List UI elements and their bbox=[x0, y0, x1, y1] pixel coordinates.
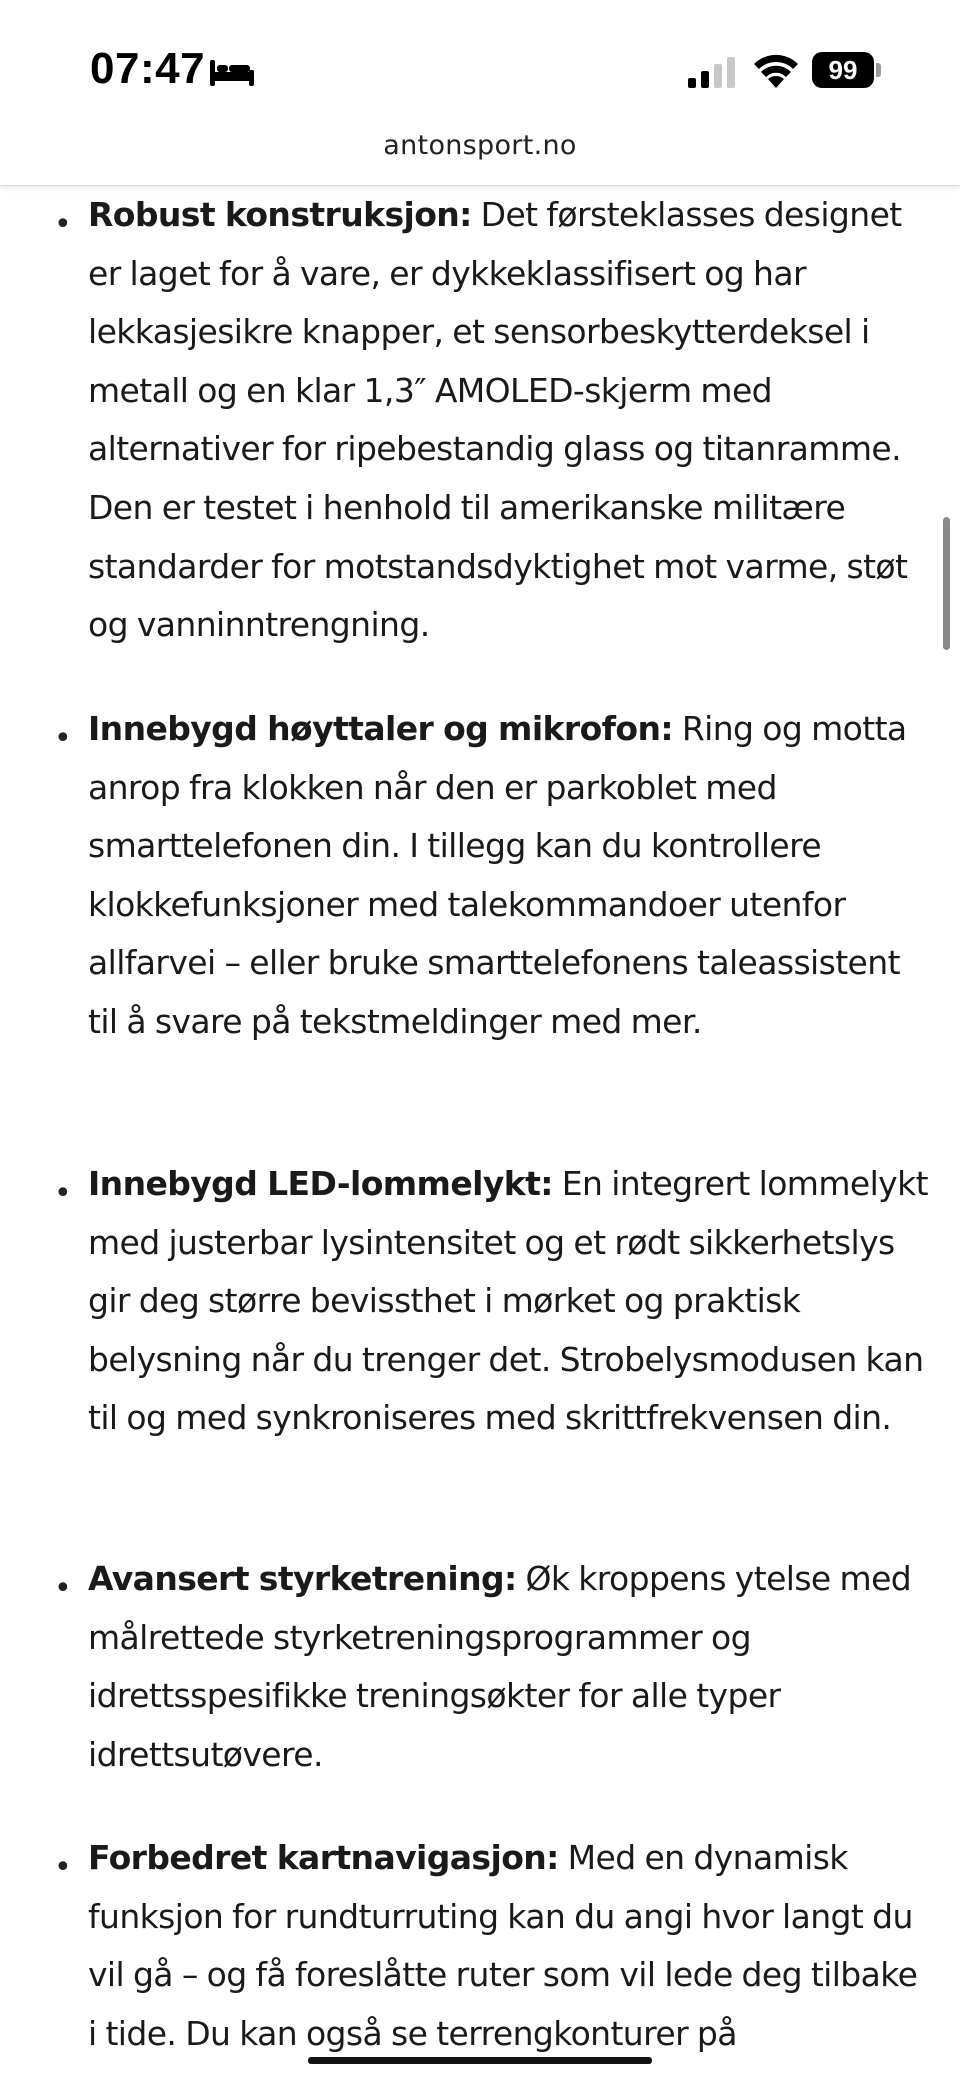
feature-body: Ring og motta anrop fra klokken når den er parkoblet med smarttelefonen din. I tillegg kan du kontrollere klokkefunksjoner med talekommandoer utenfor allfarvei – eller bruke smarttelefonens taleassistent til å svare på tekstmeldinger med mer. bbox=[88, 709, 907, 1041]
bed-icon bbox=[208, 56, 256, 88]
feature-text bbox=[88, 1550, 928, 1784]
bullet-icon: • bbox=[54, 1571, 72, 1606]
feature-body: Med en dynamisk funksjon for rundturruting kan du angi hvor langt du vil gå – og få foreslåtte ruter som vil lede deg tilbake i tide. Du kan også se terrengkonturer på bbox=[88, 1838, 918, 2053]
battery-cap bbox=[876, 63, 881, 77]
feature-body: Det førsteklasses designet er laget for å vare, er dykkeklassifisert og har lekkasjesikre knapper, et sensorbeskytterdeksel i metall og en klar 1,3″ AMOLED-skjerm med alternativer for ripebestandig glass og titanramme. Den er testet i henhold til amerikanske militære standarder for motstandsdyktighet mot varme, støt og vanninntrengning. bbox=[88, 195, 908, 645]
feature-body: En integrert lommelykt med justerbar lysintensitet og et rødt sikkerhetslys gir deg større bevissthet i mørket og praktisk belysning når du trenger det. Strobelysmodusen kan til og med synkroniseres med skrittfrekvensen din. bbox=[88, 1164, 928, 1438]
feature-text bbox=[88, 186, 928, 655]
feature-title: Innebygd høyttaler og mikrofon: bbox=[88, 709, 673, 748]
status-time: 07:47 bbox=[90, 44, 206, 93]
handwritten-strike-line bbox=[308, 2057, 652, 2064]
status-bar bbox=[0, 0, 960, 130]
browser-header bbox=[0, 0, 960, 186]
bullet-icon: • bbox=[54, 721, 72, 756]
wifi-icon bbox=[752, 52, 800, 90]
signal-icon bbox=[686, 56, 738, 88]
feature-text bbox=[88, 700, 928, 1052]
scrollbar[interactable] bbox=[943, 517, 950, 650]
battery-icon: 99 bbox=[812, 52, 874, 88]
feature-title: Robust konstruksjon: bbox=[88, 195, 472, 234]
feature-title: Innebygd LED-lommelykt: bbox=[88, 1164, 553, 1203]
feature-text bbox=[88, 1155, 928, 1448]
bullet-icon: • bbox=[54, 207, 72, 242]
bullet-icon: • bbox=[54, 1176, 72, 1211]
feature-text bbox=[88, 1829, 928, 2063]
address-bar-url[interactable]: antonsport.no bbox=[383, 130, 577, 161]
feature-title: Avansert styrketrening: bbox=[88, 1559, 517, 1598]
feature-body: Øk kroppens ytelse med målrettede styrketreningsprogrammer og idrettsspesifikke treningsøkter for alle typer idrettsutøvere. bbox=[88, 1559, 912, 1774]
bullet-icon: • bbox=[54, 1850, 72, 1885]
feature-title: Forbedret kartnavigasjon: bbox=[88, 1838, 559, 1877]
